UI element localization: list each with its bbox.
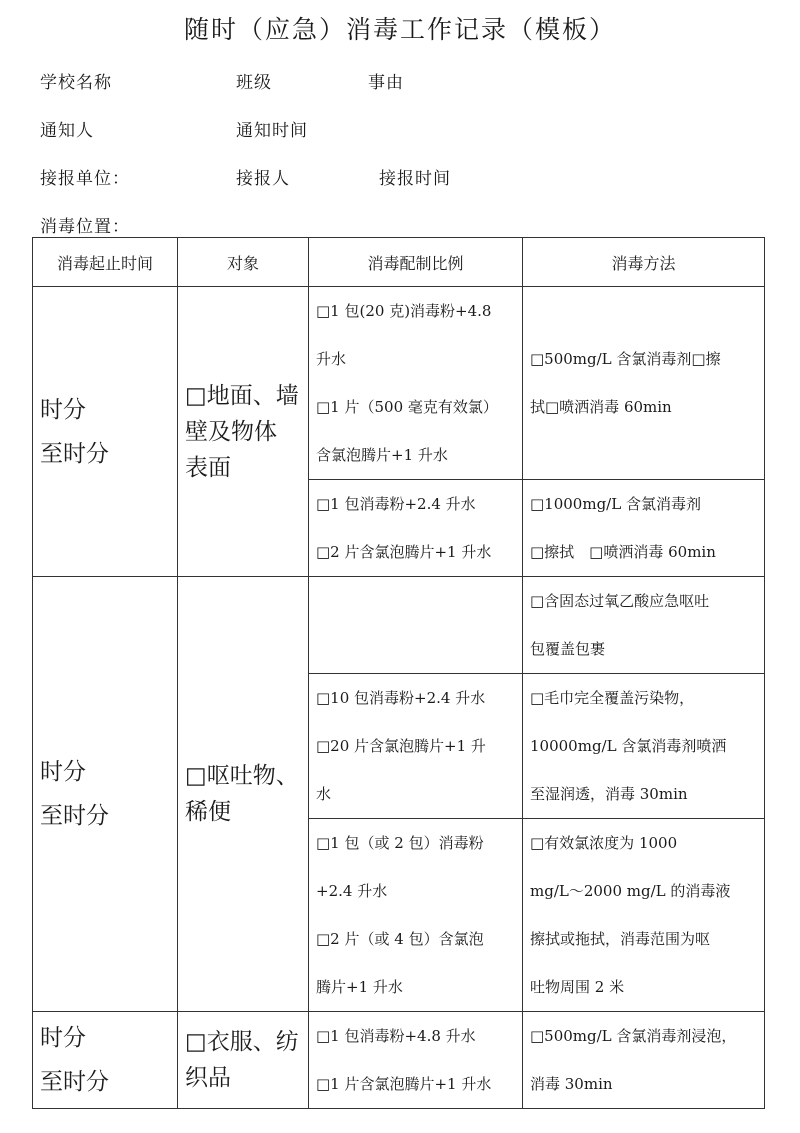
method-line: 至湿润透，消毒 30min xyxy=(530,785,688,803)
ratio-line: □1 片含氯泡腾片+1 升水 xyxy=(316,1075,492,1093)
method-line: □1000mg/L 含氯消毒剂 xyxy=(530,495,701,513)
ratio-line: □20 片含氯泡腾片+1 升 xyxy=(316,737,486,755)
object-line: □呕吐物、 xyxy=(185,763,299,789)
ratio-line: □1 包（或 2 包）消毒粉 xyxy=(316,834,484,852)
method-line: □500mg/L 含氯消毒剂浸泡， xyxy=(530,1027,737,1045)
table-row xyxy=(33,577,765,674)
method-line: □含固态过氧乙酸应急呕吐 xyxy=(530,592,710,610)
ratio-line: □1 包消毒粉+2.4 升水 xyxy=(316,495,476,513)
class-label: 班级 xyxy=(236,73,272,93)
ratio-line: □2 片含氯泡腾片+1 升水 xyxy=(316,543,492,561)
method-line: 吐物周围 2 米 xyxy=(530,978,625,996)
header-ratio: 消毒配制比例 xyxy=(309,238,523,287)
method-cell xyxy=(523,674,765,819)
time-end: 至时分 xyxy=(40,440,109,467)
location-label: 消毒位置： xyxy=(40,217,130,237)
time-end: 至时分 xyxy=(40,1069,109,1095)
reason-label: 事由 xyxy=(368,73,404,93)
method-line: 包覆盖包裹 xyxy=(530,640,606,658)
method-line: mg/L～2000 mg/L 的消毒液 xyxy=(530,882,731,900)
method-cell xyxy=(523,819,765,1012)
report-unit-label: 接报单位： xyxy=(40,169,130,189)
time-start: 时分 xyxy=(40,1025,86,1051)
ratio-cell xyxy=(309,287,523,480)
ratio-cell xyxy=(309,819,523,1012)
time-cell xyxy=(33,1012,178,1109)
method-cell xyxy=(523,1012,765,1109)
disinfection-record-table xyxy=(32,237,765,1109)
method-cell xyxy=(523,577,765,674)
object-cell xyxy=(178,1012,309,1109)
object-line: 稀便 xyxy=(185,799,231,825)
method-line: □毛巾完全覆盖污染物， xyxy=(530,689,695,707)
table-row xyxy=(33,287,765,480)
document-title: 随时（应急）消毒工作记录（模板） xyxy=(183,15,616,44)
method-cell xyxy=(523,480,765,577)
ratio-line: 水 xyxy=(316,785,332,803)
ratio-cell xyxy=(309,480,523,577)
method-line: 擦拭或拖拭，消毒范围为呕 xyxy=(530,930,711,948)
header-object: 对象 xyxy=(178,238,309,287)
time-end: 至时分 xyxy=(40,803,109,829)
receive-time-label: 接报时间 xyxy=(379,169,451,189)
object-cell xyxy=(178,577,309,1012)
receiver-label: 接报人 xyxy=(236,169,290,189)
method-line: 消毒 30min xyxy=(530,1075,613,1093)
time-start: 时分 xyxy=(40,759,86,785)
object-line: 织品 xyxy=(185,1065,231,1091)
method-cell xyxy=(523,287,765,480)
ratio-line: □10 包消毒粉+2.4 升水 xyxy=(316,689,486,707)
ratio-line: □2 片（或 4 包）含氯泡 xyxy=(316,930,484,948)
ratio-cell xyxy=(309,1012,523,1109)
ratio-line: 升水 xyxy=(316,350,347,368)
method-line: □擦拭 □喷洒消毒 60min xyxy=(530,543,716,561)
ratio-line: □1 片（500 毫克有效氯） xyxy=(316,398,498,416)
header-time: 消毒起止时间 xyxy=(33,238,178,287)
ratio-line: 腾片+1 升水 xyxy=(316,978,403,996)
header-method: 消毒方法 xyxy=(523,238,765,287)
ratio-line: □1 包消毒粉+4.8 升水 xyxy=(316,1027,476,1045)
object-cell xyxy=(178,287,309,577)
object-line: 壁及物体 xyxy=(185,418,277,445)
ratio-cell-empty xyxy=(309,577,523,674)
ratio-cell xyxy=(309,674,523,819)
method-line: □有效氯浓度为 1000 xyxy=(530,834,678,852)
time-cell xyxy=(33,577,178,1012)
ratio-line: □1 包(20 克)消毒粉+4.8 xyxy=(316,302,492,320)
time-start: 时分 xyxy=(40,396,86,423)
method-line: □500mg/L 含氯消毒剂□擦 xyxy=(530,350,721,368)
object-line: 表面 xyxy=(185,454,231,481)
table-header-row xyxy=(33,238,765,287)
notifier-label: 通知人 xyxy=(40,121,94,141)
ratio-line: +2.4 升水 xyxy=(316,882,388,900)
method-line: 拭□喷洒消毒 60min xyxy=(530,398,672,416)
ratio-line: 含氯泡腾片+1 升水 xyxy=(316,446,448,464)
object-line: □衣服、纺 xyxy=(185,1029,299,1055)
school-name-label: 学校名称 xyxy=(40,73,112,93)
time-cell xyxy=(33,287,178,577)
table-row xyxy=(33,1012,765,1109)
notify-time-label: 通知时间 xyxy=(236,121,308,141)
method-line: 10000mg/L 含氯消毒剂喷洒 xyxy=(530,737,727,755)
object-line: □地面、墙 xyxy=(185,382,299,409)
